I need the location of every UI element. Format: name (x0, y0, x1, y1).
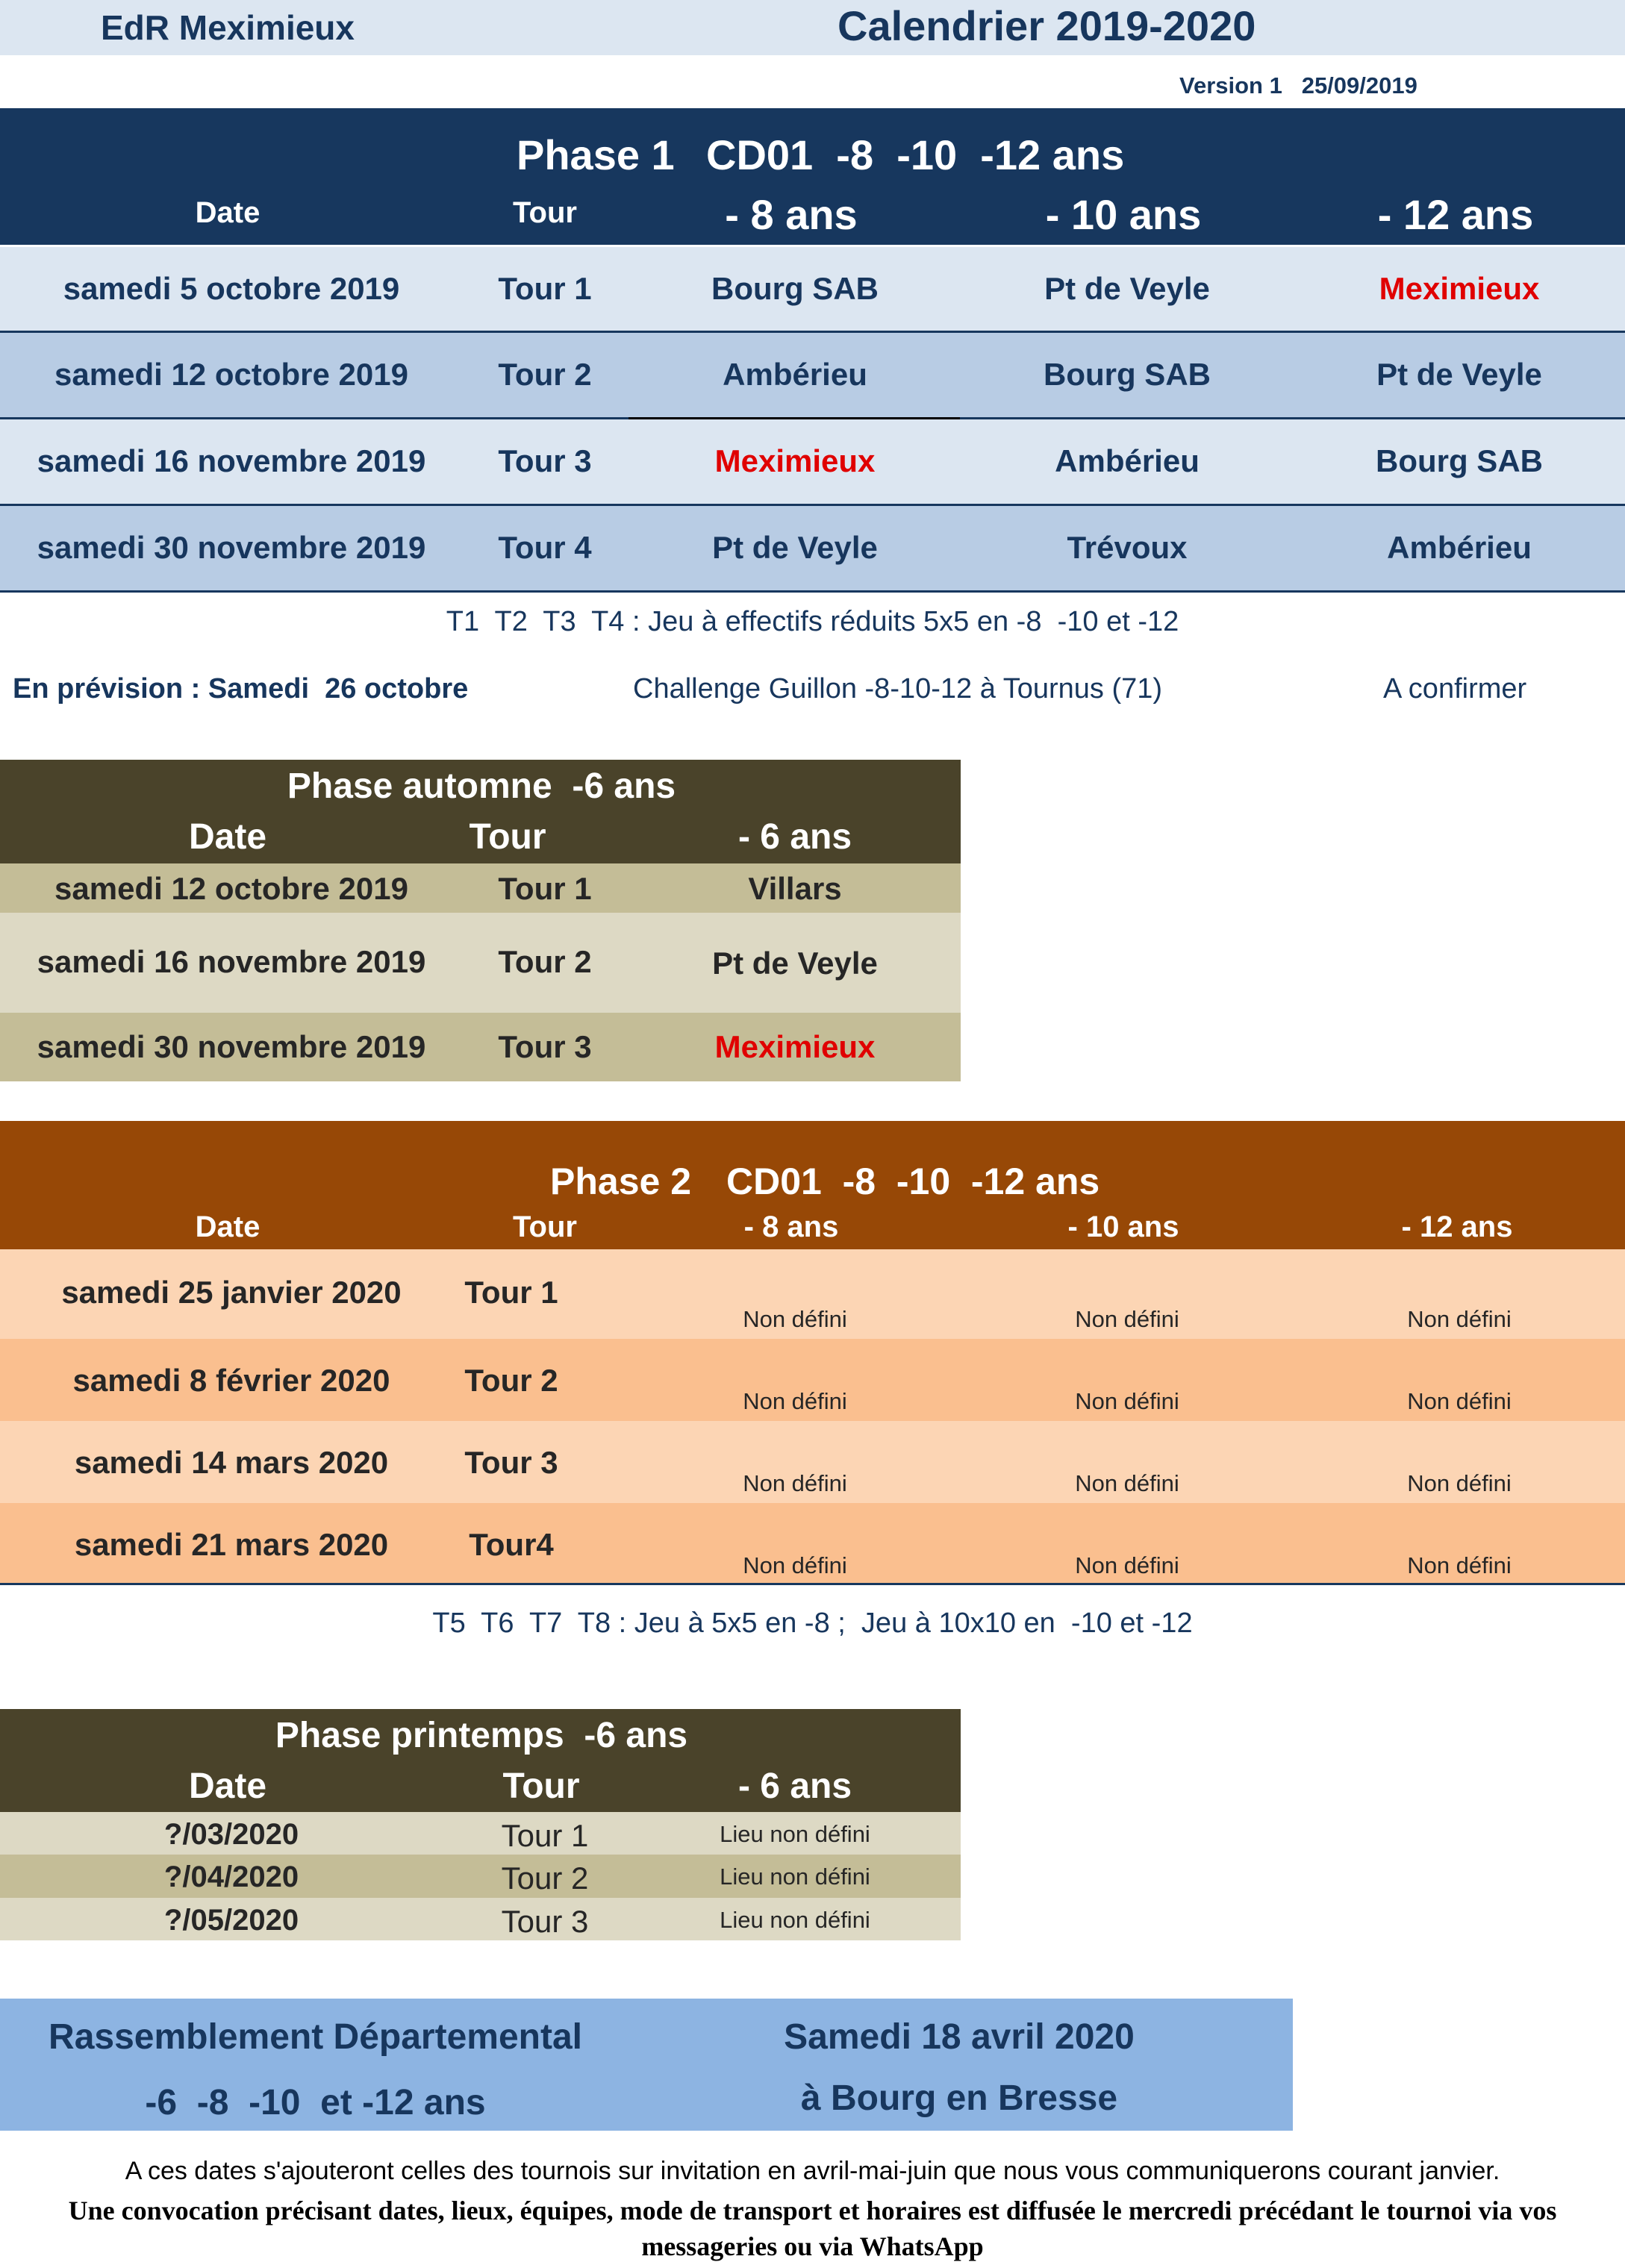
rassemblement-date: Samedi 18 avril 2020 (784, 2017, 1135, 2057)
row-tour: Tour 2 (464, 1363, 558, 1398)
phase1-col-tour: Tour (513, 196, 577, 229)
spring-col-date: Date (188, 1766, 267, 1806)
autumn-header (0, 760, 961, 863)
footer-line1: A ces dates s'ajouteront celles des tournois sur invitation en avril-mai-juin que nous vous communiquerons courant janvier. (125, 2157, 1500, 2185)
spring-col-u6: - 6 ans (737, 1766, 852, 1806)
table-row (0, 1013, 961, 1081)
row-tour: Tour 3 (498, 1029, 592, 1064)
table-row (0, 506, 1625, 593)
phase2-col-u8: - 8 ans (743, 1210, 839, 1243)
row-tour: Tour 1 (464, 1275, 558, 1310)
row-tour: Tour 2 (501, 1861, 589, 1896)
spring-col-tour: Tour (502, 1766, 580, 1806)
row-tour: Tour 1 (501, 1818, 589, 1853)
row-u8: Non défini (743, 1306, 847, 1332)
rassemblement-box (0, 1999, 1293, 2131)
row-date: samedi 12 octobre 2019 (54, 871, 408, 906)
row-place: Lieu non défini (720, 1907, 870, 1933)
phase1-col-date: Date (195, 196, 261, 229)
row-date: ?/05/2020 (163, 1904, 299, 1937)
table-row (0, 1812, 961, 1855)
phase1-col-u10: - 10 ans (1045, 191, 1202, 238)
row-u12: Meximieux (1379, 271, 1540, 306)
row-date: samedi 12 octobre 2019 (54, 357, 408, 392)
row-tour: Tour 3 (501, 1904, 589, 1939)
footer-line2: Une convocation précisant dates, lieux, équipes, mode de transport et horaires est diffusée le mercredi précédant le tournoi via vos messageries ou via WhatsApp (68, 2196, 1557, 2261)
row-tour: Tour 1 (498, 871, 592, 906)
row-u10: Non défini (1075, 1470, 1179, 1496)
phase1-col-u12: - 12 ans (1377, 191, 1534, 238)
table-row (0, 419, 1625, 506)
phase1-subtitle: CD01 -8 -10 -12 ans (706, 131, 1125, 178)
row-tour: Tour4 (469, 1527, 554, 1562)
row-date: samedi 21 mars 2020 (74, 1527, 389, 1562)
phase1-header (0, 108, 1625, 245)
table-row (0, 863, 961, 913)
row-date: samedi 5 octobre 2019 (63, 271, 400, 306)
row-tour: Tour 2 (498, 357, 592, 392)
page-title: Calendrier 2019-2020 (838, 2, 1256, 49)
table-row (0, 1855, 961, 1898)
row-u12: Bourg SAB (1376, 443, 1543, 478)
phase2-title: Phase 2 (550, 1160, 692, 1202)
prevision-event: Challenge Guillon -8-10-12 à Tournus (71) (633, 673, 1163, 705)
row-date: samedi 30 novembre 2019 (37, 1029, 426, 1064)
phase2-col-u10: - 10 ans (1067, 1210, 1179, 1243)
phase1-title (517, 131, 675, 179)
row-u10: Pt de Veyle (1044, 271, 1210, 306)
row-tour: Tour 1 (498, 271, 592, 306)
table-row (0, 1339, 1625, 1421)
row-u10: Non défini (1075, 1552, 1179, 1578)
row-place: Meximieux (714, 1029, 876, 1064)
phase1-note: T1 T2 T3 T4 : Jeu à effectifs réduits 5x5 en -8 -10 et -12 (446, 606, 1179, 637)
row-u12: Non défini (1407, 1306, 1512, 1332)
phase2-col-u12: - 12 ans (1401, 1210, 1513, 1243)
row-u8: Meximieux (714, 443, 876, 478)
row-u12: Pt de Veyle (1376, 357, 1542, 392)
rassemblement-place: à Bourg en Bresse (800, 2078, 1118, 2118)
row-u8: Non défini (743, 1388, 847, 1414)
table-row (0, 1898, 961, 1940)
row-date: samedi 25 janvier 2020 (61, 1275, 402, 1310)
row-u10: Non défini (1075, 1388, 1179, 1414)
row-place: Villars (748, 871, 842, 906)
row-place: Lieu non défini (720, 1821, 870, 1847)
row-date: samedi 16 novembre 2019 (37, 443, 426, 478)
autumn-col-date: Date (188, 817, 267, 857)
phase1-title-text: Phase 1 (517, 131, 675, 178)
version-number: Version 1 (1179, 72, 1282, 99)
spring-title: Phase printemps -6 ans (275, 1716, 688, 1755)
row-u10: Trévoux (1067, 530, 1188, 565)
table-row (0, 1249, 1625, 1339)
spring-header (0, 1709, 961, 1812)
phase2-note: T5 T6 T7 T8 : Jeu à 5x5 en -8 ; Jeu à 10x10 en -10 et -12 (432, 1608, 1193, 1639)
row-u8: Non défini (743, 1470, 847, 1496)
row-tour: Tour 3 (498, 443, 592, 478)
table-row (0, 247, 1625, 333)
row-place: Lieu non défini (720, 1864, 870, 1890)
prevision-status: A confirmer (1383, 673, 1527, 705)
phase2-col-tour: Tour (513, 1210, 577, 1243)
autumn-col-tour: Tour (469, 817, 546, 857)
row-date: samedi 8 février 2020 (72, 1363, 390, 1398)
rassemblement-ages: -6 -8 -10 et -12 ans (145, 2083, 486, 2122)
table-row (0, 1503, 1625, 1585)
row-place: Pt de Veyle (712, 946, 878, 981)
autumn-title: Phase automne -6 ans (287, 766, 676, 806)
row-u10: Ambérieu (1055, 443, 1200, 478)
version-label (1179, 72, 1417, 99)
row-date: samedi 16 novembre 2019 (37, 944, 426, 979)
phase2-subtitle: CD01 -8 -10 -12 ans (726, 1160, 1100, 1202)
rassemblement-title: Rassemblement Départemental (49, 2017, 582, 2057)
row-u10: Non défini (1075, 1306, 1179, 1332)
row-date: samedi 30 novembre 2019 (37, 530, 426, 565)
phase2-header (0, 1121, 1625, 1249)
phase1-col-u8: - 8 ans (725, 191, 858, 238)
row-u8: Ambérieu (723, 357, 867, 392)
autumn-col-u6: - 6 ans (737, 817, 852, 857)
prevision-label: En prévision : Samedi 26 octobre (13, 673, 469, 705)
row-date: ?/03/2020 (163, 1818, 299, 1851)
phase2-col-date: Date (195, 1210, 261, 1243)
row-u10: Bourg SAB (1044, 357, 1211, 392)
table-row (0, 913, 961, 1013)
row-tour: Tour 3 (464, 1445, 558, 1480)
row-u8: Bourg SAB (711, 271, 879, 306)
club-name: EdR Meximieux (101, 8, 355, 47)
version-date: 25/09/2019 (1301, 72, 1417, 99)
row-tour: Tour 4 (498, 530, 592, 565)
table-row (0, 1421, 1625, 1503)
table-row (0, 333, 1625, 419)
row-tour: Tour 2 (498, 944, 592, 979)
row-u8: Non défini (743, 1552, 847, 1578)
row-u8: Pt de Veyle (712, 530, 878, 565)
row-date: ?/04/2020 (163, 1861, 299, 1893)
row-u12: Non défini (1407, 1470, 1512, 1496)
row-date: samedi 14 mars 2020 (74, 1445, 389, 1480)
row-u12: Ambérieu (1387, 530, 1532, 565)
row-u12: Non défini (1407, 1552, 1512, 1578)
row-u12: Non défini (1407, 1388, 1512, 1414)
